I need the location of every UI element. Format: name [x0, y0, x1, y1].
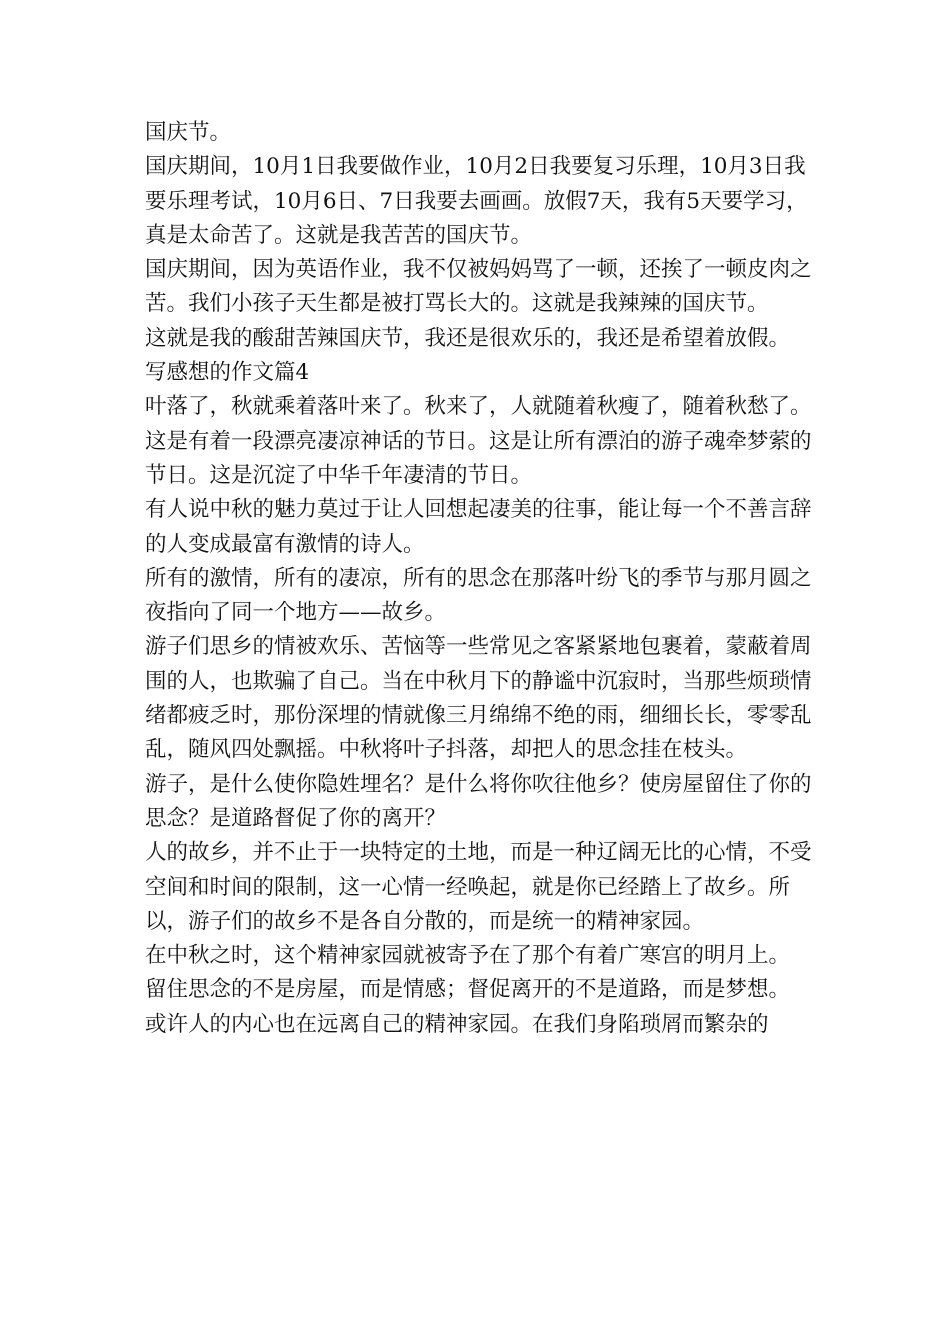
paragraph: 这就是我的酸甜苦辣国庆节，我还是很欢乐的，我还是希望着放假。 — [145, 325, 791, 351]
paragraph: 有人说中秋的魅力莫过于让人回想起凄美的往事，能让每一个不善言辞的人变成最富有激情的诗人。 — [145, 497, 812, 557]
document-body — [145, 116, 825, 1042]
paragraph: 游子，是什么使你隐姓埋名？是什么将你吹往他乡？使房屋留住了你的思念？是道路督促了你的离开？ — [145, 771, 812, 831]
paragraph: 国庆节。 — [145, 120, 232, 145]
paragraph: 这是有着一段漂亮凄凉神话的节日。这是让所有漂泊的游子魂牵梦萦的节日。这是沉淀了中华千年凄清的节日。 — [145, 428, 812, 488]
paragraph: 叶落了，秋就乘着落叶来了。秋来了，人就随着秋瘦了，随着秋愁了。 — [145, 394, 812, 420]
paragraph: 游子们思乡的情被欢乐、苦恼等一些常见之客紧紧地包裹着，蒙蔽着周围的人，也欺骗了自己。当在中秋月下的静谧中沉寂时，当那些烦琐情绪都疲乏时，那份深埋的情就像三月绵绵不绝的雨，细细长长，零零乱乱，随风四处飘摇。中秋将叶子抖落，却把人的思念挂在枝头。 — [145, 634, 812, 763]
section-heading: 写感想的作文篇4 — [145, 360, 310, 386]
paragraph: 或许人的内心也在远离自己的精神家园。在我们身陷琐屑而繁杂的 — [145, 1011, 769, 1037]
paragraph: 国庆期间，因为英语作业，我不仅被妈妈骂了一顿，还挨了一顿皮肉之苦。我们小孩子天生都是被打骂长大的。这就是我辣辣的国庆节。 — [145, 257, 812, 317]
paragraph: 留住思念的不是房屋，而是情感；督促离开的不是道路，而是梦想。 — [145, 977, 791, 1003]
paragraph: 国庆期间，10月1日我要做作业，10月2日我要复习乐理，10月3日我要乐理考试，10月6日、7日我要去画画。放假7天，我有5天要学习，真是太命苦了。这就是我苦苦的国庆节。 — [145, 154, 808, 248]
paragraph: 人的故乡，并不止于一块特定的土地，而是一种辽阔无比的心情，不受空间和时间的限制，这一心情一经唤起，就是你已经踏上了故乡。所以，游子们的故乡不是各自分散的，而是统一的精神家园。 — [145, 840, 812, 934]
paragraph: 在中秋之时，这个精神家园就被寄予在了那个有着广寒宫的明月上。 — [145, 943, 791, 969]
paragraph: 所有的激情，所有的凄凉，所有的思念在那落叶纷飞的季节与那月圆之夜指向了同一个地方——故乡。 — [145, 565, 812, 626]
